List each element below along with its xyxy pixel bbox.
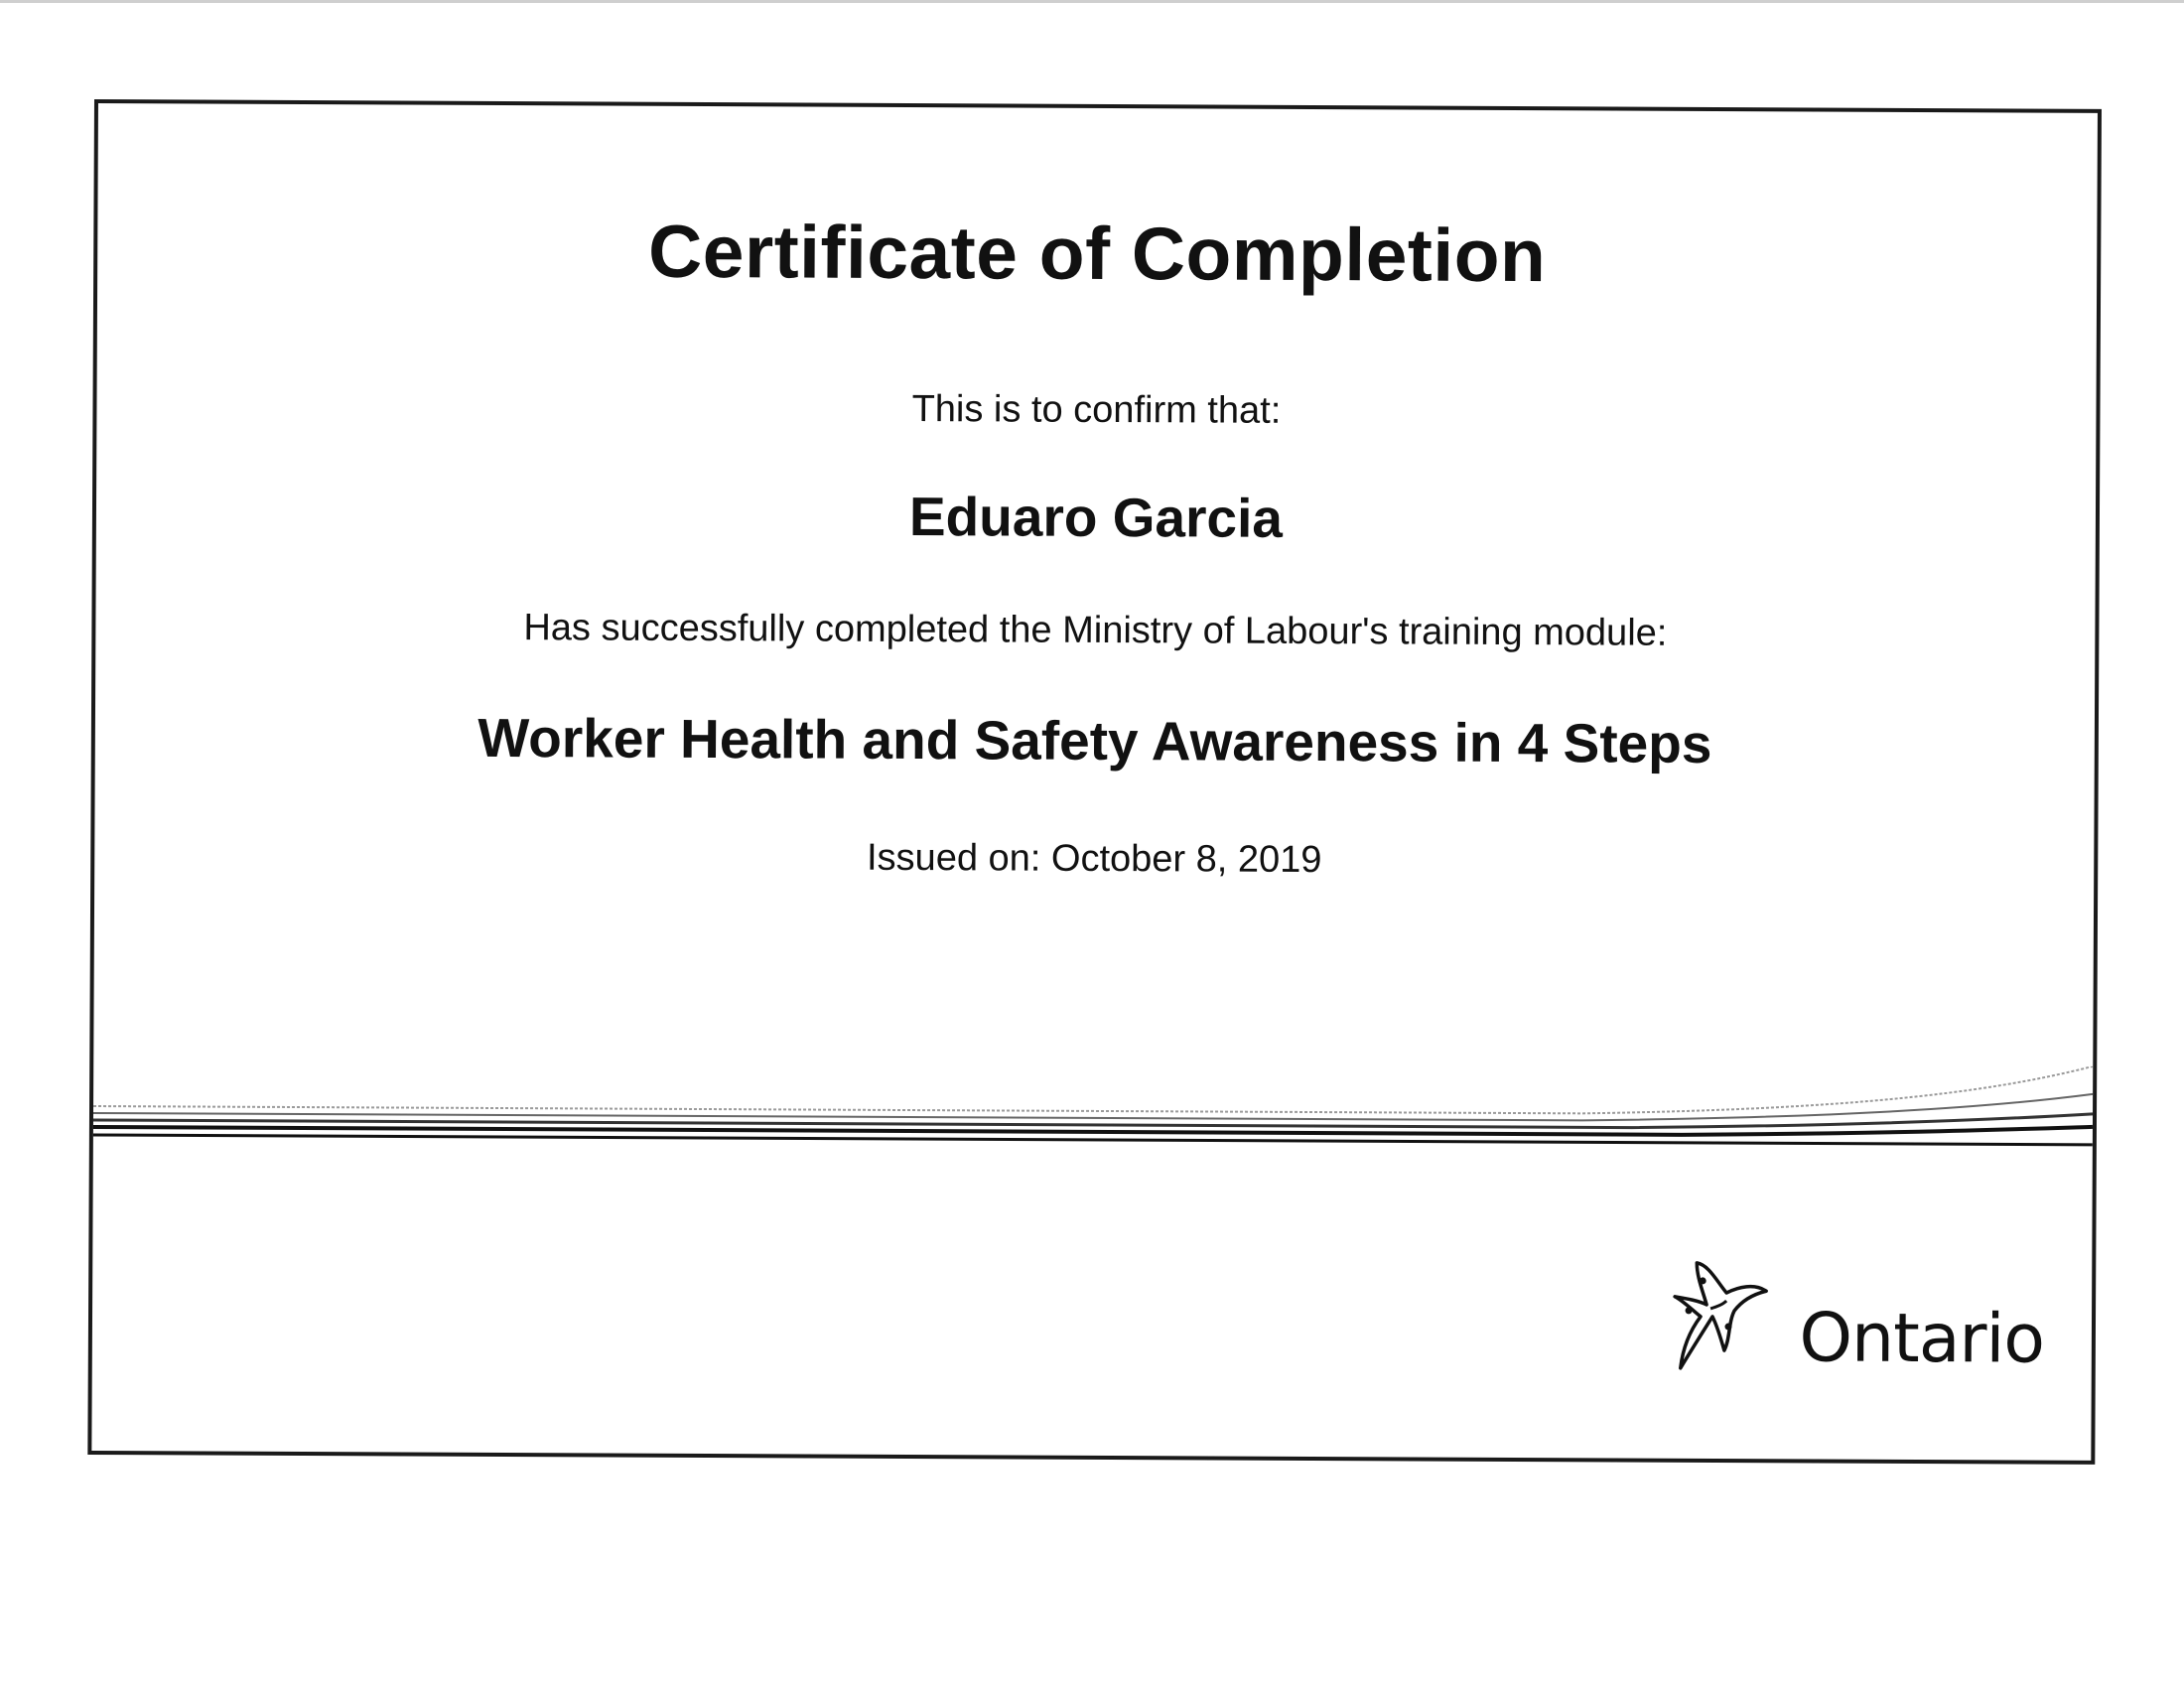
recipient-name: Eduaro Garcia xyxy=(908,486,1284,549)
certificate-title: Certificate of Completion xyxy=(647,209,1547,298)
ontario-logo xyxy=(1666,1253,2044,1382)
scan-edge-line xyxy=(0,0,2184,3)
confirmation-intro: This is to confirm that: xyxy=(911,388,1282,432)
training-module-name: Worker Health and Safety Awareness in 4 Steps xyxy=(478,706,1712,774)
decorative-swoosh-divider xyxy=(93,1056,2094,1205)
certificate-frame xyxy=(87,99,2102,1465)
ontario-wordmark: Ontario xyxy=(1799,1299,2045,1379)
issue-date: Issued on: October 8, 2019 xyxy=(866,836,1322,882)
trillium-icon xyxy=(1666,1253,1798,1381)
completion-statement: Has successfully completed the Ministry of Labour's training module: xyxy=(523,607,1668,654)
